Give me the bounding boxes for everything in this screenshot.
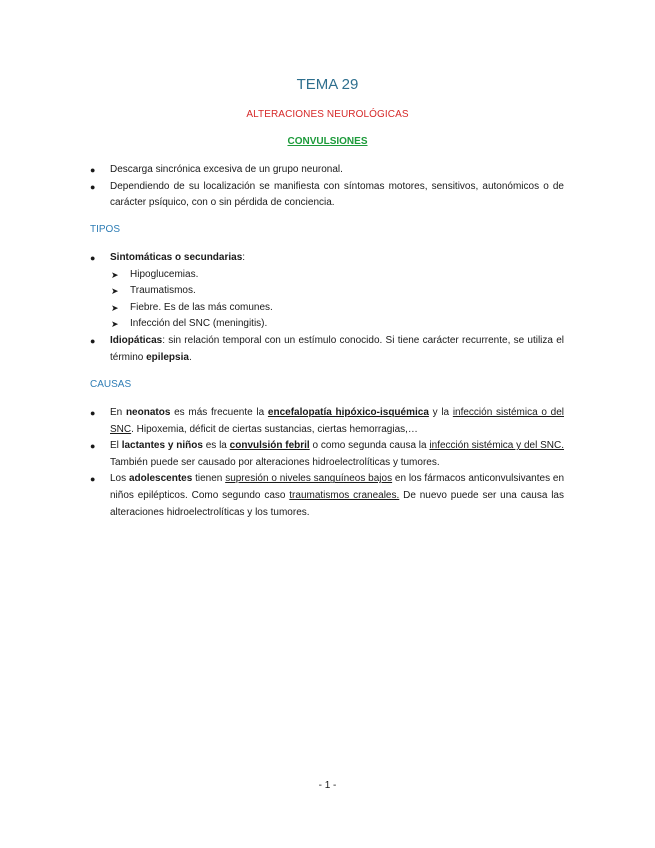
sintomaticas-label: Sintomáticas o secundarias — [110, 252, 243, 263]
underlined-term: infección sistémica y del SNC. — [429, 440, 565, 452]
text-run: En — [110, 407, 126, 418]
section-title: CONVULSIONES — [287, 136, 368, 147]
sub-item — [90, 316, 564, 333]
bullet-icon: ● — [90, 408, 96, 418]
causas-item-adolescentes — [90, 471, 564, 521]
intro-text: Descarga sincrónica excesiva de un grupo neuronal. — [110, 164, 343, 175]
tipos-item-sintomaticas — [90, 250, 564, 267]
page-title: TEMA 29 — [296, 76, 359, 93]
text-run: . Hipoxemia, déficit de ciertas sustancias, ciertas hemorragias,… — [131, 423, 418, 435]
idiopaticas-label: Idiopáticas — [110, 334, 163, 346]
text-run: es más frecuente la — [170, 407, 268, 418]
sub-item — [90, 283, 564, 300]
text-run: De nuevo puede ser una causa las alteraciones hidroelectrolíticas y los tumores. — [110, 489, 564, 518]
text-run: en los fármacos anticonvulsivantes en niños epilépticos. Como segundo caso — [110, 473, 565, 501]
sub-item-text: Hipoglucemias. — [130, 268, 199, 280]
text-run: tienen — [192, 473, 226, 485]
sub-item — [90, 300, 564, 317]
idiopaticas-text: : sin relación temporal con un estímulo conocido. Si tiene carácter recurrente, se utiliza el término — [110, 334, 564, 363]
text-run: y la — [428, 407, 453, 418]
text-run: También puede ser causado por alteraciones hidroelectrolíticas y tumores. — [110, 456, 440, 468]
tipos-item-idiopaticas — [90, 333, 564, 366]
epilepsia-term: epilepsia — [146, 351, 189, 363]
page-subtitle: ALTERACIONES NEUROLÓGICAS — [246, 109, 409, 120]
intro-item — [90, 162, 564, 179]
bullet-icon: ● — [90, 441, 96, 452]
sub-item-text: Infección del SNC (meningitis). — [130, 318, 268, 330]
page-number: - 1 - — [318, 780, 337, 791]
causas-list — [90, 405, 564, 521]
tipos-list — [90, 250, 564, 366]
arrow-bullet-icon: ➤ — [111, 302, 119, 313]
text-run: es la — [202, 440, 230, 452]
causas-item-neonatos — [90, 405, 564, 438]
intro-text: Dependiendo de su localización se manifiesta con síntomas motores, sensitivos, autonómicos o de carácter psíquico, con o sin pérdida de conciencia. — [110, 180, 564, 209]
bullet-icon: ● — [90, 181, 96, 192]
sintomaticas-colon: : — [242, 252, 246, 263]
bold-term: neonatos — [125, 407, 171, 418]
intro-item — [90, 179, 564, 212]
bold-term: lactantes y niños — [121, 440, 203, 452]
sub-item-text: Traumatismos. — [130, 285, 196, 297]
underlined-bold-term: encefalopatía hipóxico-isquémica — [267, 407, 429, 418]
sub-item — [90, 267, 564, 284]
underlined-term: traumatismos craneales. — [289, 489, 400, 501]
causas-heading: CAUSAS — [90, 379, 132, 390]
arrow-bullet-icon: ➤ — [111, 286, 119, 297]
text-run: o como segunda causa la — [309, 440, 430, 452]
underlined-term: infección sistémica o del SNC — [110, 407, 564, 435]
underlined-term: supresión o niveles sanguíneos bajos — [225, 473, 393, 485]
intro-list — [90, 162, 564, 212]
arrow-bullet-icon: ➤ — [111, 269, 119, 280]
bullet-icon: ● — [90, 165, 96, 175]
tipos-heading: TIPOS — [90, 224, 121, 235]
bullet-icon: ● — [90, 474, 96, 485]
bullet-icon: ● — [90, 253, 96, 263]
bullet-icon: ● — [90, 335, 96, 346]
bold-term: adolescentes — [128, 473, 193, 485]
causas-item-lactantes — [90, 438, 564, 471]
text-run: El — [110, 440, 122, 452]
underlined-bold-term: convulsión febril — [229, 440, 310, 452]
arrow-bullet-icon: ➤ — [111, 319, 119, 330]
sub-item-text: Fiebre. Es de las más comunes. — [130, 301, 273, 313]
idiopaticas-end: . — [188, 351, 192, 363]
text-run: Los — [110, 473, 129, 485]
